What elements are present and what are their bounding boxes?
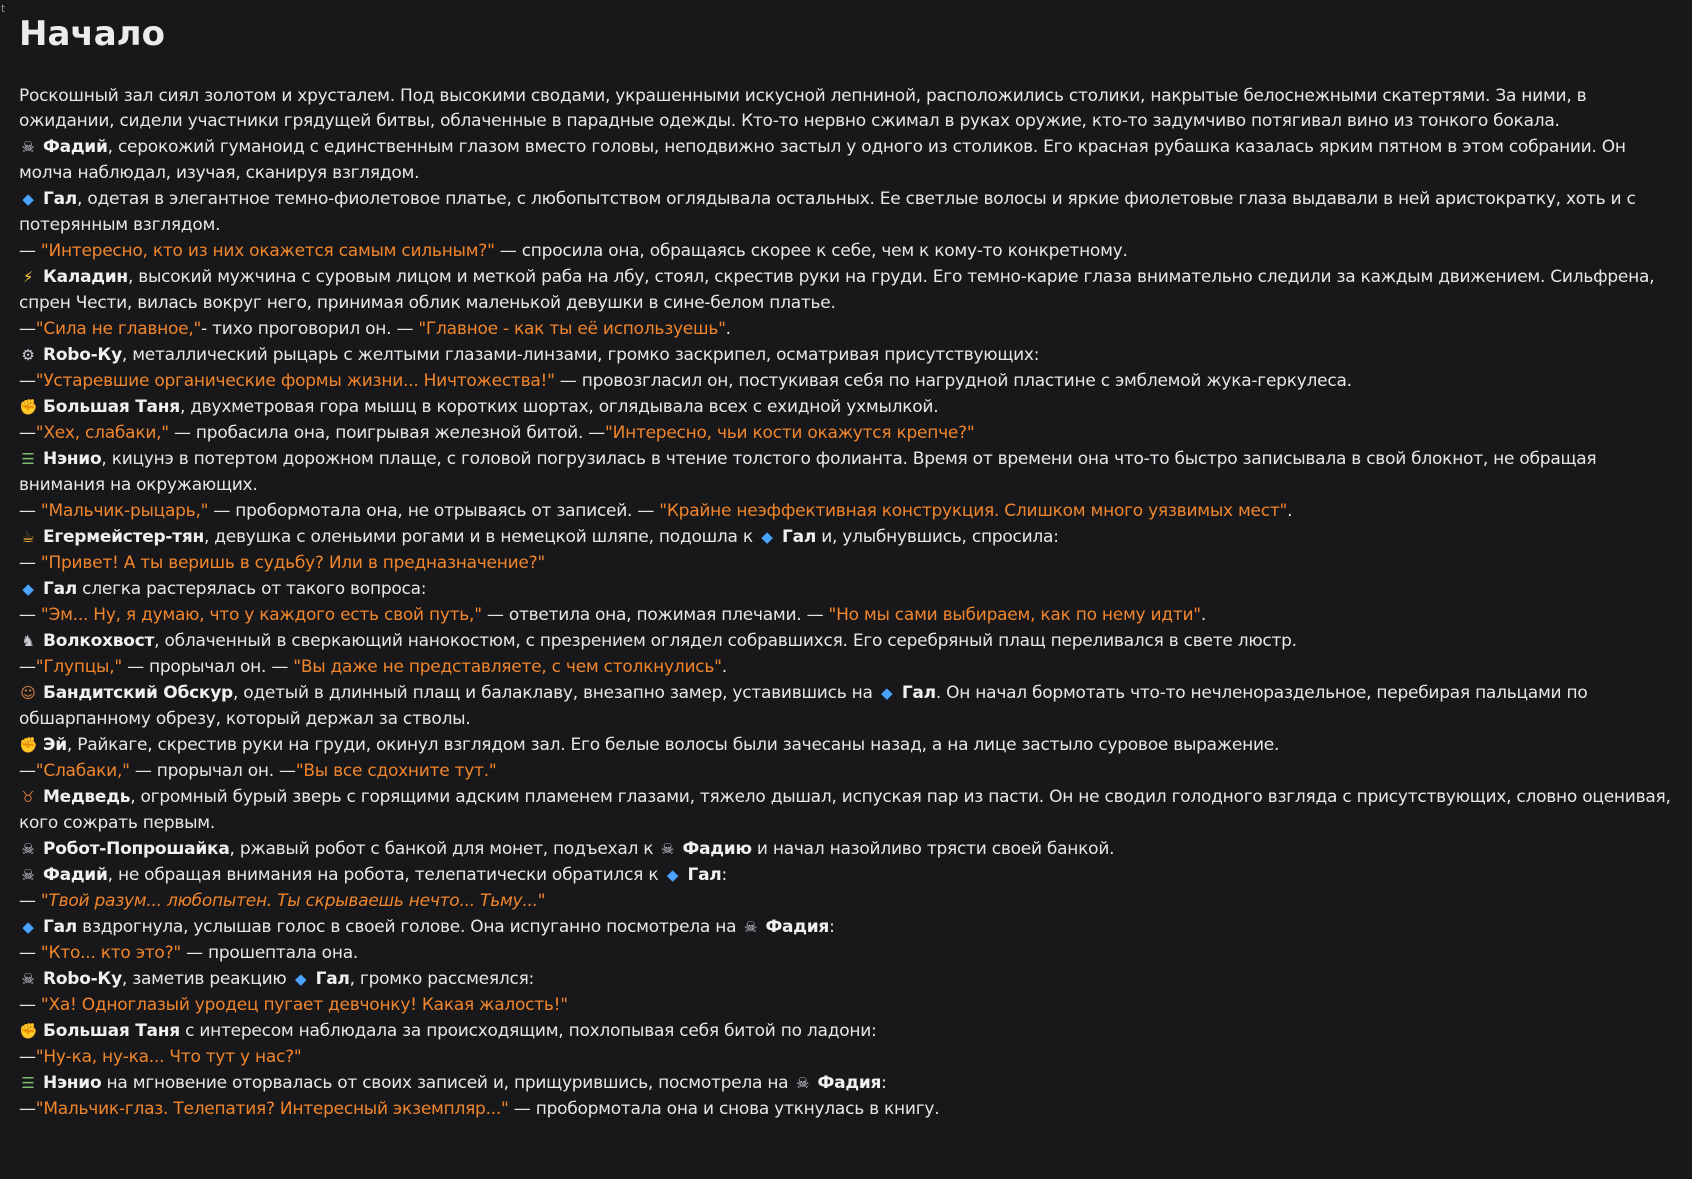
story-line bbox=[19, 342, 1683, 368]
story-line bbox=[19, 628, 1683, 654]
mask-icon: ☠ bbox=[743, 918, 758, 936]
dialogue-quote: "Крайне неэффективная конструкция. Слишком много уязвимых мест" bbox=[659, 501, 1288, 521]
narration-text: — пробормотала она, не отрываясь от записей. — bbox=[208, 501, 660, 521]
character-name: Гал bbox=[315, 969, 350, 989]
narration-text: , кицунэ в потертом дорожном плаще, с головой погрузилась в чтение толстого фолианта. Время от времени она что-то быстро записывала в свой блокнот, не обращая внимания на окружающих. bbox=[19, 449, 1597, 495]
mask-icon: ☠ bbox=[795, 1074, 810, 1092]
gear-icon: ⚙ bbox=[21, 346, 35, 364]
story-line bbox=[19, 550, 1683, 576]
narration-text: , огромный бурый зверь с горящими адским пламенем глазами, тяжело дышал, испуская пар из пасти. Он не сводил голодного взгляда с присутствующих, словно оценивая, кого сожрать первым. bbox=[19, 787, 1671, 833]
character-name: Нэнио bbox=[43, 449, 102, 469]
story-line bbox=[19, 654, 1683, 680]
beer-mug-icon: ☕ bbox=[21, 528, 35, 546]
narration-text: — прошептала она. bbox=[180, 943, 359, 963]
mask-icon: ☠ bbox=[21, 866, 35, 884]
narration-text: . bbox=[1287, 501, 1293, 521]
narration-text: : bbox=[829, 917, 835, 937]
gem-icon: ◆ bbox=[666, 866, 679, 884]
story-line bbox=[19, 862, 1683, 888]
books-icon: ☰ bbox=[21, 450, 35, 468]
story-line bbox=[19, 368, 1683, 394]
narration-text: — спросила она, обращаясь скорее к себе, чем к кому-то конкретному. bbox=[494, 241, 1128, 261]
character-name: Большая Таня bbox=[43, 397, 180, 417]
story-line bbox=[19, 446, 1683, 498]
narration-text: — bbox=[19, 371, 36, 391]
character-name: Егермейстер-тян bbox=[43, 527, 204, 547]
character-name: Эй bbox=[43, 735, 67, 755]
narration-text: — bbox=[19, 657, 36, 677]
corner-mark: t bbox=[1, 2, 6, 15]
character-name: Медведь bbox=[43, 787, 131, 807]
gem-icon: ◆ bbox=[881, 684, 893, 702]
gem-icon: ◆ bbox=[22, 190, 34, 208]
narration-text: вздрогнула, услышав голос в своей голове. Она испуганно посмотрела на bbox=[77, 917, 742, 937]
character-name: Фадий bbox=[43, 865, 108, 885]
story-line bbox=[19, 836, 1683, 862]
dialogue-quote: "Вы все сдохните тут." bbox=[295, 761, 497, 781]
story-line bbox=[19, 576, 1683, 602]
narration-text: : bbox=[721, 865, 727, 885]
dialogue-quote: "Кто... кто это?" bbox=[40, 943, 181, 963]
narration-text: , серокожий гуманоид с единственным глазом вместо головы, неподвижно застыл у одного из столиков. Его красная рубашка казалась ярким пятном в этом собрании. Он молча наблюдал, изучая, сканируя взглядом. bbox=[19, 137, 1626, 183]
character-name: Фадия bbox=[765, 917, 830, 937]
narration-text: , облаченный в сверкающий нанокостюм, с презрением оглядел собравшихся. Его серебряный плащ переливался в свете люстр. bbox=[154, 631, 1297, 651]
story-line bbox=[19, 1044, 1683, 1070]
narration-text: - тихо проговорил он. — bbox=[201, 319, 419, 339]
narration-text: — bbox=[19, 553, 41, 573]
narration-text: — bbox=[19, 241, 41, 261]
narration-text: : bbox=[881, 1073, 887, 1093]
dialogue-quote: "Сила не главное," bbox=[35, 319, 202, 339]
character-name: Волкохвост bbox=[43, 631, 155, 651]
telepathic-quote: "Твой разум... любопытен. Ты скрываешь нечто... Тьму..." bbox=[40, 891, 546, 911]
dialogue-quote: "Вы даже не представляете, с чем столкнулись" bbox=[293, 657, 722, 677]
mask-icon: ☠ bbox=[21, 840, 35, 858]
narration-text: — прорычал он. — bbox=[121, 657, 294, 677]
story-line bbox=[19, 524, 1683, 550]
dialogue-quote: "Но мы сами выбираем, как по нему идти" bbox=[828, 605, 1201, 625]
gem-icon: ◆ bbox=[294, 970, 307, 988]
story-line bbox=[19, 888, 1683, 914]
wolf-icon: ♞ bbox=[21, 632, 35, 650]
character-name: Большая Таня bbox=[43, 1021, 180, 1041]
narration-text: — пробормотала она и снова уткнулась в книгу. bbox=[508, 1099, 940, 1119]
gem-icon: ◆ bbox=[22, 918, 34, 936]
narration-text: — ответила она, пожимая плечами. — bbox=[481, 605, 829, 625]
narration-text: , Райкаге, скрестив руки на груди, окинул взглядом зал. Его белые волосы были зачесаны назад, а на лице застыло суровое выражение. bbox=[66, 735, 1280, 755]
story-line bbox=[19, 992, 1683, 1018]
narration-text: — bbox=[19, 423, 36, 443]
narration-text: , девушка с оленьими рогами и в немецкой шляпе, подошла к bbox=[203, 527, 759, 547]
story-page bbox=[19, 10, 1683, 1122]
dialogue-quote: "Ну-ка, ну-ка... Что тут у нас?" bbox=[35, 1047, 302, 1067]
narration-text: , ржавый робот с банкой для монет, подъехал к bbox=[229, 839, 659, 859]
dialogue-quote: "Ха! Одноглазый уродец пугает девчонку! Какая жалость!" bbox=[40, 995, 568, 1015]
narration-text: — пробасила она, поигрывая железной битой. — bbox=[168, 423, 606, 443]
story-line bbox=[19, 498, 1683, 524]
story-line bbox=[19, 784, 1683, 836]
story-line bbox=[19, 1070, 1683, 1096]
narration-text: — bbox=[19, 319, 36, 339]
narration-text: — bbox=[19, 761, 36, 781]
flexed-arm-icon: ✊ bbox=[19, 398, 38, 416]
story-line bbox=[19, 238, 1683, 264]
character-name: Бандитский Обскур bbox=[43, 683, 233, 703]
story-line bbox=[19, 914, 1683, 940]
dialogue-quote: "Главное - как ты её используешь" bbox=[418, 319, 726, 339]
dialogue-quote: "Эм... Ну, я думаю, что у каждого есть свой путь," bbox=[40, 605, 482, 625]
story-line bbox=[19, 186, 1683, 238]
intro-paragraph: Роскошный зал сиял золотом и хрусталем. Под высокими сводами, украшенными искусной лепниной, расположились столики, накрытые белоснежными скатертями. За ними, в ожидании, сидели участники грядущей битвы, облаченные в парадные одежды. Кто-то нервно сжимал в руках оружие, кто-то задумчиво потягивал вино из тонкого бокала. bbox=[19, 86, 1587, 131]
narration-text: , не обращая внимания на робота, телепатически обратился к bbox=[107, 865, 664, 885]
dialogue-quote: "Привет! А ты веришь в судьбу? Или в предназначение?" bbox=[40, 553, 545, 573]
fist-icon: ✊ bbox=[19, 736, 38, 754]
story-line bbox=[19, 394, 1683, 420]
dialogue-quote: "Интересно, кто из них окажется самым сильным?" bbox=[40, 241, 495, 261]
dialogue-quote: "Мальчик-глаз. Телепатия? Интересный экземпляр..." bbox=[35, 1099, 509, 1119]
lightning-icon: ⚡ bbox=[22, 268, 34, 286]
narration-text: — провозгласил он, постукивая себя по нагрудной пластине с эмблемой жука-геркулеса. bbox=[554, 371, 1352, 391]
story-line bbox=[19, 940, 1683, 966]
story-line bbox=[19, 134, 1683, 186]
page-title: Начало bbox=[19, 14, 165, 54]
story-line bbox=[19, 264, 1683, 316]
narration-text: , одетый в длинный плащ и балаклаву, внезапно замер, уставившись на bbox=[232, 683, 878, 703]
narration-text: на мгновение оторвалась от своих записей и, прищурившись, посмотрела на bbox=[101, 1073, 794, 1093]
narration-text: — прорычал он. — bbox=[129, 761, 296, 781]
character-name: Гал bbox=[43, 917, 78, 937]
books-icon: ☰ bbox=[21, 1074, 35, 1092]
narration-text: и начал назойливо трясти своей банкой. bbox=[751, 839, 1115, 859]
narration-text: с интересом наблюдала за происходящим, похлопывая себя битой по ладони: bbox=[179, 1021, 877, 1041]
narration-text: — bbox=[19, 605, 41, 625]
narration-text: — bbox=[19, 501, 41, 521]
narration-text: , металлический рыцарь с желтыми глазами-линзами, громко заскрипел, осматривая присутствующих: bbox=[121, 345, 1040, 365]
mask-icon: ☠ bbox=[21, 970, 35, 988]
narration-text: , двухметровая гора мышц в коротких шортах, оглядывала всех с ехидной ухмылкой. bbox=[179, 397, 939, 417]
gem-icon: ◆ bbox=[22, 580, 34, 598]
character-name: Фадию bbox=[682, 839, 752, 859]
dialogue-quote: "Слабаки," bbox=[35, 761, 130, 781]
narration-text: , одетая в элегантное темно-фиолетовое платье, с любопытством оглядывала остальных. Ее светлые волосы и яркие фиолетовые глаза выдавали в ней аристократку, хоть и с потерянным взглядом. bbox=[19, 189, 1636, 235]
character-name: Нэнио bbox=[43, 1073, 102, 1093]
story-line bbox=[19, 1018, 1683, 1044]
character-name: Робот-Попрошайка bbox=[43, 839, 230, 859]
dialogue-quote: "Хех, слабаки," bbox=[35, 423, 169, 443]
narration-text: и, улыбнувшись, спросила: bbox=[816, 527, 1059, 547]
character-name: Гал bbox=[43, 189, 78, 209]
narration-text: , громко рассмеялся: bbox=[349, 969, 535, 989]
bear-icon: ♉ bbox=[21, 788, 35, 806]
narration-text: . bbox=[721, 657, 727, 677]
story-line bbox=[19, 316, 1683, 342]
narration-text: . bbox=[1200, 605, 1206, 625]
character-name: Каладин bbox=[43, 267, 128, 287]
narration-text: — bbox=[19, 1047, 36, 1067]
story-lines bbox=[19, 134, 1683, 1122]
character-name: Гал bbox=[901, 683, 936, 703]
character-name: Robo-Ку bbox=[43, 969, 122, 989]
narration-text: , заметив реакцию bbox=[121, 969, 292, 989]
dialogue-quote: "Интересно, чьи кости окажутся крепче?" bbox=[605, 423, 975, 443]
story-line bbox=[19, 1096, 1683, 1122]
story-line bbox=[19, 758, 1683, 784]
flexed-arm-icon: ✊ bbox=[19, 1022, 38, 1040]
gem-icon: ◆ bbox=[761, 528, 773, 546]
character-name: Гал bbox=[782, 527, 817, 547]
story-line bbox=[19, 602, 1683, 628]
narration-text: , высокий мужчина с суровым лицом и меткой раба на лбу, стоял, скрестив руки на груди. Его темно-карие глаза внимательно следили за каждым движением. Сильфрена, спрен Чести, вилась вокруг него, принимая облик маленькой девушки в сине-белом платье. bbox=[19, 267, 1655, 313]
narration-text: — bbox=[19, 891, 41, 911]
dialogue-quote: "Устаревшие органические формы жизни... Ничтожества!" bbox=[35, 371, 555, 391]
narration-text: . bbox=[725, 319, 731, 339]
character-name: Гал bbox=[43, 579, 78, 599]
dialogue-quote: "Глупцы," bbox=[35, 657, 122, 677]
narration-text: слегка растерялась от такого вопроса: bbox=[77, 579, 427, 599]
narration-text: — bbox=[19, 995, 41, 1015]
story-line bbox=[19, 966, 1683, 992]
mask-icon: ☠ bbox=[21, 138, 35, 156]
story-line bbox=[19, 420, 1683, 446]
ninja-icon: ☺ bbox=[20, 684, 36, 702]
narration-text: — bbox=[19, 1099, 36, 1119]
character-name: Фадий bbox=[43, 137, 108, 157]
character-name: Гал bbox=[687, 865, 722, 885]
narration-text: — bbox=[19, 943, 41, 963]
narration-text: . Он начал бормотать что-то нечленораздельное, перебирая пальцами по обшарпанному обрезу, который держал за стволы. bbox=[19, 683, 1588, 729]
story-line bbox=[19, 680, 1683, 732]
story-body bbox=[19, 84, 1683, 1122]
character-name: Фадия bbox=[817, 1073, 882, 1093]
dialogue-quote: "Мальчик-рыцарь," bbox=[40, 501, 209, 521]
mask-icon: ☠ bbox=[660, 840, 675, 858]
story-line bbox=[19, 732, 1683, 758]
character-name: Robo-Ку bbox=[43, 345, 122, 365]
